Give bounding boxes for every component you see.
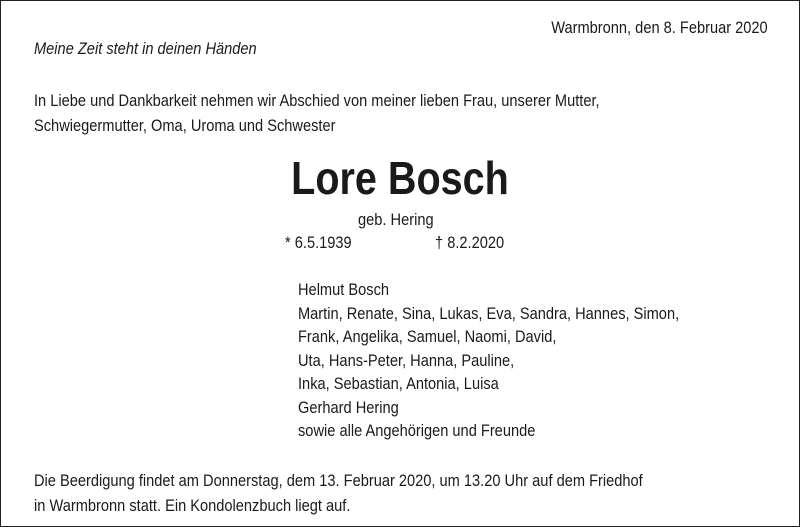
mourner-line: Martin, Renate, Sina, Lukas, Eva, Sandra, Hannes, Simon, [298, 303, 680, 323]
deceased-name: Lore Bosch [291, 152, 509, 204]
mourner-line: Uta, Hans-Peter, Hanna, Pauline, [298, 350, 515, 370]
born-name: geb. Hering [358, 210, 434, 229]
mourner-line: Gerhard Hering [298, 397, 399, 417]
death-date: † 8.2.2020 [435, 233, 505, 252]
funeral-line-2: in Warmbronn statt. Ein Kondolenzbuch liegt auf. [34, 496, 351, 515]
funeral-info [34, 468, 643, 518]
mourners-list [298, 278, 679, 443]
mourner-line: Helmut Bosch [298, 280, 390, 299]
place-date: Warmbronn, den 8. Februar 2020 [551, 18, 768, 37]
intro-text [34, 88, 705, 138]
funeral-line-1: Die Beerdigung findet am Donnerstag, dem 13. Februar 2020, um 13.20 Uhr auf dem Friedhof [34, 471, 643, 490]
mourner-line: Inka, Sebastian, Antonia, Luisa [298, 374, 499, 393]
mourner-line: Frank, Angelika, Samuel, Naomi, David, [298, 327, 557, 346]
motto: Meine Zeit steht in deinen Händen [34, 39, 257, 58]
mourner-line: sowie alle Angehörigen und Freunde [298, 421, 536, 440]
birth-date: * 6.5.1939 [285, 233, 352, 252]
intro-line-2: Schwiegermutter, Oma, Uroma und Schwester [34, 116, 336, 135]
intro-line-1: In Liebe und Dankbarkeit nehmen wir Abschied von meiner lieben Frau, unserer Mutter, [34, 91, 600, 110]
